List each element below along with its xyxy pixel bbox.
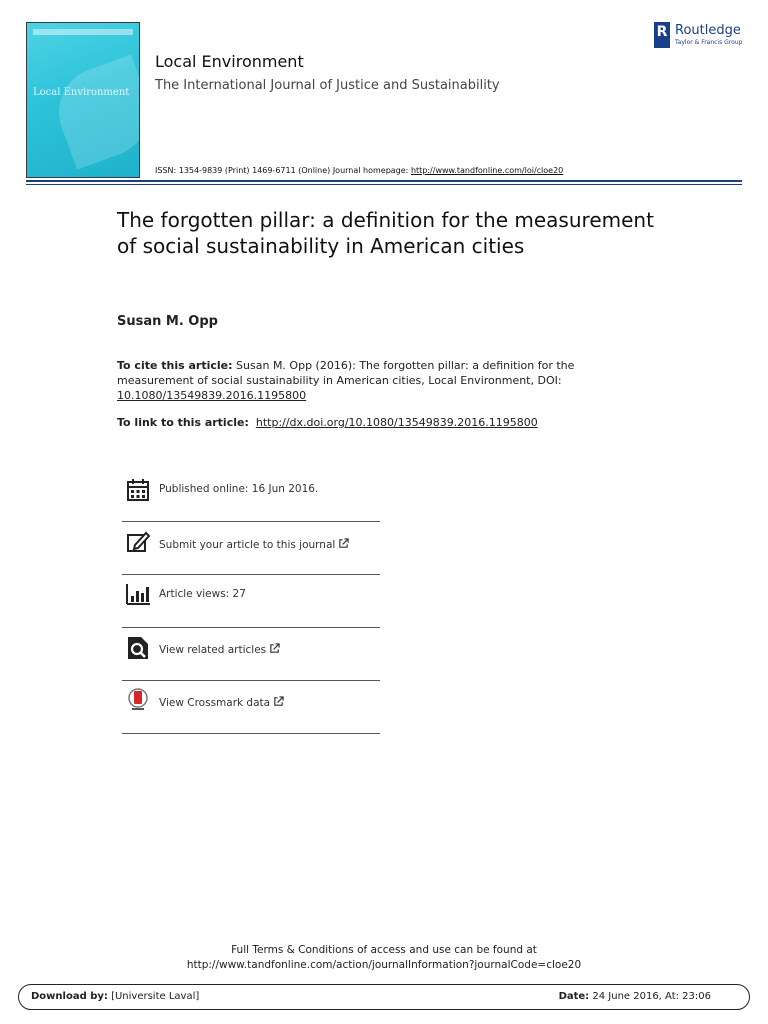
related-articles-link[interactable] [159,643,280,656]
divider [122,574,380,575]
cite-label: To cite this article: [117,359,233,372]
divider [122,521,380,522]
bar-chart-icon [126,582,150,606]
submit-article-text: Submit your article to this journal [159,539,336,551]
article-views-text: Article views: 27 [159,588,246,600]
citation-block [117,358,587,403]
crossmark-icon [126,688,150,712]
journal-subtitle: The International Journal of Justice and Sustainability [155,78,500,93]
journal-homepage-link[interactable]: http://www.tandfonline.com/loi/cloe20 [410,166,564,175]
submit-article-row[interactable] [122,528,380,580]
publisher-subtitle: Taylor & Francis Group [675,39,743,46]
publisher-name: Routledge [675,23,741,38]
submit-article-link[interactable] [159,538,349,551]
external-link-icon [338,538,349,549]
download-info [31,991,199,1002]
link-line [117,416,538,429]
article-title: The forgotten pillar: a definition for the measurement of social sustainability in American cities [117,208,654,258]
link-label: To link to this article: [117,416,249,429]
published-online-text: Published online: 16 Jun 2016. [159,483,319,495]
date-info [559,991,711,1002]
related-articles-row[interactable] [122,634,380,686]
terms-line-1: Full Terms & Conditions of access and use can be found at [231,944,537,956]
crossmark-row[interactable] [122,687,380,739]
cite-text: Susan M. Opp (2016): The forgotten pillar: a definition for the measurement of social sustainability in American cities, Local Environment, DOI: [117,359,575,387]
calendar-icon [126,478,150,502]
author-name: Susan M. Opp [117,314,218,329]
issn-text: ISSN: 1354-9839 (Print) 1469-6711 (Online) Journal homepage: [155,166,409,175]
article-link[interactable]: http://dx.doi.org/10.1080/13549839.2016.1195800 [255,416,538,429]
date-value: 24 June 2016, At: 23:06 [592,991,711,1002]
date-label: Date: [558,991,590,1002]
related-articles-text: View related articles [159,644,267,656]
cover-leaf-decoration [46,54,140,169]
edit-icon [126,530,150,554]
terms-url[interactable]: http://www.tandfonline.com/action/journalInformation?journalCode=cloe20 [186,959,582,971]
external-link-icon [273,696,284,707]
issn-line [155,166,563,175]
crossmark-link[interactable] [159,696,284,709]
divider [122,733,380,734]
journal-name: Local Environment [155,52,304,71]
download-value: [Universite Laval] [111,991,200,1002]
download-label: Download by: [31,991,108,1002]
routledge-r-icon: R [654,22,670,48]
divider [122,627,380,628]
publisher-logo [654,22,750,52]
download-bar [18,984,750,1010]
search-document-icon [126,636,150,660]
header-rule [26,180,742,182]
doi-link[interactable]: 10.1080/13549839.2016.1195800 [117,389,307,402]
divider [122,680,380,681]
external-link-icon [269,643,280,654]
terms-block [0,943,768,973]
cover-strip [33,29,133,35]
header-rule-thin [26,184,742,185]
cover-title: Local Environment [33,87,130,98]
journal-cover-image [26,22,140,178]
crossmark-text: View Crossmark data [159,697,271,709]
